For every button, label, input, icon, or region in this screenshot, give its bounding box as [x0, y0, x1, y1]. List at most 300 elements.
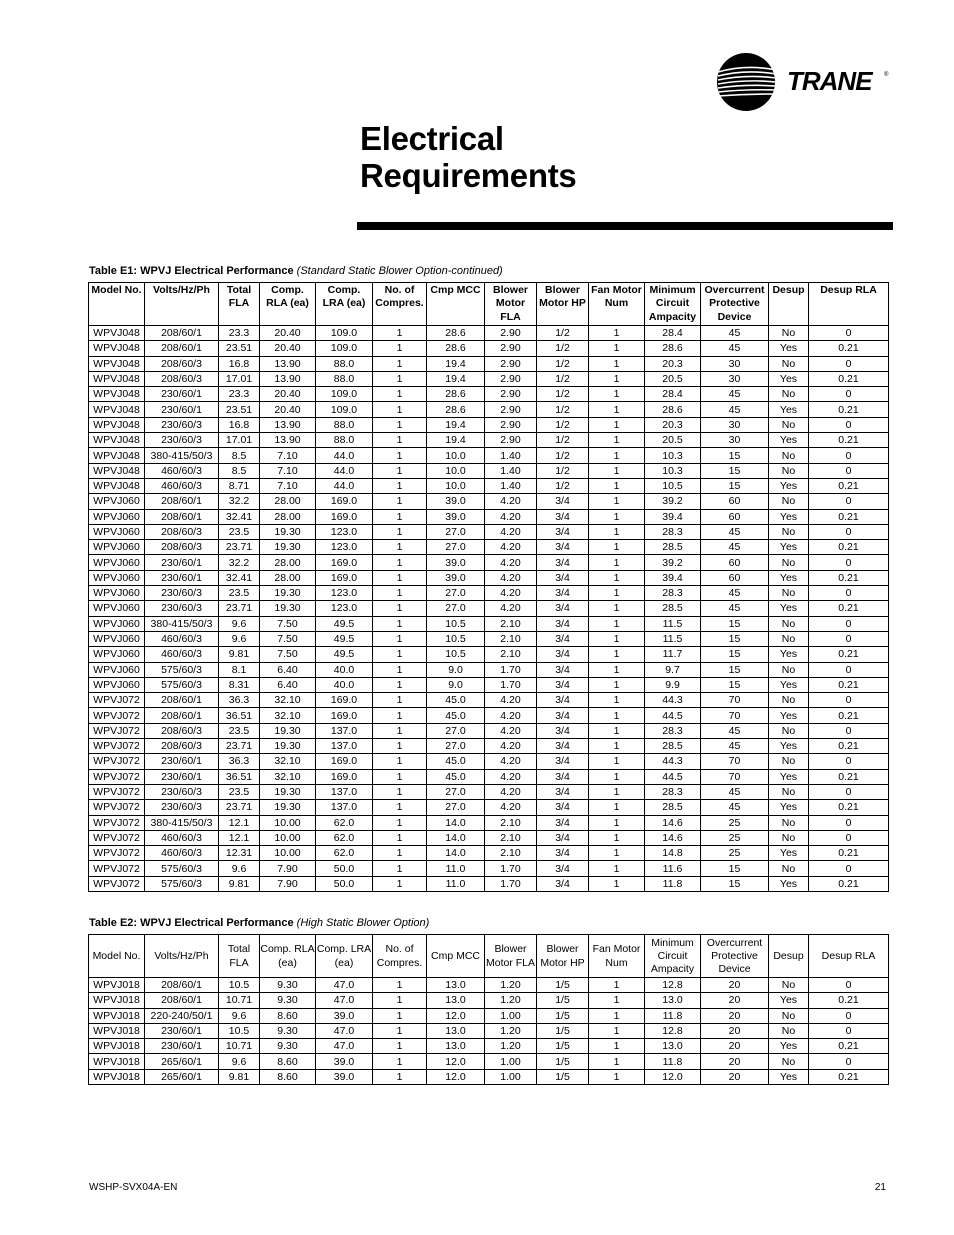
- table-cell: 12.31: [219, 846, 260, 861]
- table-row: [89, 387, 889, 402]
- table-cell: 36.3: [219, 693, 260, 708]
- table-row: [89, 1069, 889, 1084]
- table-cell: WPVJ060: [89, 555, 145, 570]
- table-cell: 1.40: [485, 478, 537, 493]
- table-cell: 50.0: [316, 861, 373, 876]
- table-cell: 39.4: [645, 570, 701, 585]
- column-header: No. of Compres.: [373, 935, 427, 978]
- table-cell: 0.21: [809, 478, 889, 493]
- table-cell: 28.6: [645, 341, 701, 356]
- table-cell: 88.0: [316, 433, 373, 448]
- column-header: Desup: [769, 935, 809, 978]
- table1-caption: Table E1: WPVJ Electrical Performance (Standard Static Blower Option-continued): [89, 265, 503, 277]
- table-cell: 39.0: [316, 1069, 373, 1084]
- table-cell: 45: [701, 341, 769, 356]
- table-cell: 23.71: [219, 540, 260, 555]
- table-cell: 45: [701, 387, 769, 402]
- table-cell: 0: [809, 616, 889, 631]
- table-cell: 10.3: [645, 448, 701, 463]
- table-cell: WPVJ048: [89, 417, 145, 432]
- table-cell: 123.0: [316, 586, 373, 601]
- table-cell: 1.00: [485, 1069, 537, 1084]
- table-cell: 1/2: [537, 402, 589, 417]
- table-cell: 19.4: [427, 356, 485, 371]
- table-cell: 19.30: [260, 540, 316, 555]
- table-cell: 1: [589, 647, 645, 662]
- table-cell: WPVJ018: [89, 1069, 145, 1084]
- table-cell: Yes: [769, 769, 809, 784]
- table-cell: 1: [589, 601, 645, 616]
- table-cell: WPVJ060: [89, 677, 145, 692]
- table-cell: 23.51: [219, 341, 260, 356]
- table-cell: WPVJ072: [89, 708, 145, 723]
- table-cell: 380-415/50/3: [145, 616, 219, 631]
- table-cell: 1.70: [485, 677, 537, 692]
- table-cell: 0: [809, 784, 889, 799]
- table-cell: 20: [701, 1054, 769, 1069]
- table-cell: 4.20: [485, 754, 537, 769]
- table-cell: WPVJ072: [89, 739, 145, 754]
- table-cell: 11.7: [645, 647, 701, 662]
- table-row: [89, 876, 889, 891]
- table-cell: 49.5: [316, 647, 373, 662]
- table-cell: 1: [589, 1069, 645, 1084]
- table-cell: 13.90: [260, 433, 316, 448]
- table-cell: 1.70: [485, 861, 537, 876]
- table-cell: 12.0: [645, 1069, 701, 1084]
- table-cell: 40.0: [316, 677, 373, 692]
- table-cell: 19.4: [427, 371, 485, 386]
- column-header: Model No.: [89, 935, 145, 978]
- table-cell: 0: [809, 448, 889, 463]
- table-cell: 10.71: [219, 1039, 260, 1054]
- table-cell: 1: [373, 800, 427, 815]
- table-cell: 28.00: [260, 509, 316, 524]
- table-cell: 19.30: [260, 739, 316, 754]
- table-cell: 20.40: [260, 326, 316, 341]
- table-cell: 208/60/1: [145, 341, 219, 356]
- table-cell: 1: [373, 876, 427, 891]
- table-cell: 208/60/3: [145, 356, 219, 371]
- table-cell: 1: [589, 448, 645, 463]
- table-cell: 208/60/1: [145, 708, 219, 723]
- column-header: Cmp MCC: [427, 935, 485, 978]
- table-cell: WPVJ048: [89, 448, 145, 463]
- table-cell: 7.50: [260, 647, 316, 662]
- table-cell: 9.7: [645, 662, 701, 677]
- table-cell: 2.90: [485, 341, 537, 356]
- table-cell: WPVJ060: [89, 647, 145, 662]
- table-row: [89, 978, 889, 993]
- table-cell: 27.0: [427, 540, 485, 555]
- table-cell: WPVJ060: [89, 524, 145, 539]
- table-cell: 208/60/3: [145, 739, 219, 754]
- table-cell: 1: [373, 693, 427, 708]
- table-row: [89, 463, 889, 478]
- table-cell: Yes: [769, 402, 809, 417]
- table-cell: 0.21: [809, 341, 889, 356]
- table-cell: 60: [701, 570, 769, 585]
- table-cell: No: [769, 356, 809, 371]
- table-row: [89, 708, 889, 723]
- table-cell: 62.0: [316, 830, 373, 845]
- table-cell: 0.21: [809, 800, 889, 815]
- table-cell: 0: [809, 1023, 889, 1038]
- table-row: [89, 693, 889, 708]
- table-cell: 1: [589, 846, 645, 861]
- table-cell: Yes: [769, 800, 809, 815]
- table-cell: 4.20: [485, 784, 537, 799]
- table-cell: 62.0: [316, 815, 373, 830]
- column-header: Model No.: [89, 283, 145, 326]
- table-cell: 1: [373, 978, 427, 993]
- table-cell: 15: [701, 478, 769, 493]
- table2-caption: Table E2: WPVJ Electrical Performance (High Static Blower Option): [89, 917, 430, 929]
- table-cell: 70: [701, 693, 769, 708]
- table-cell: 1/5: [537, 1069, 589, 1084]
- table-cell: Yes: [769, 478, 809, 493]
- table-cell: 1: [373, 647, 427, 662]
- table-cell: 1: [373, 754, 427, 769]
- table-cell: 4.20: [485, 555, 537, 570]
- table-cell: 39.0: [316, 1008, 373, 1023]
- table-cell: 1: [373, 555, 427, 570]
- table-cell: 19.4: [427, 417, 485, 432]
- table-cell: 3/4: [537, 861, 589, 876]
- table-cell: 169.0: [316, 555, 373, 570]
- column-header: Blower Motor HP: [537, 283, 589, 326]
- table-cell: 3/4: [537, 723, 589, 738]
- table-cell: 15: [701, 677, 769, 692]
- table-cell: WPVJ072: [89, 723, 145, 738]
- table-cell: 39.2: [645, 494, 701, 509]
- table-cell: 0.21: [809, 993, 889, 1008]
- table-cell: 230/60/1: [145, 769, 219, 784]
- table-row: [89, 586, 889, 601]
- table-cell: WPVJ048: [89, 387, 145, 402]
- table-cell: 23.5: [219, 524, 260, 539]
- table-cell: 0.21: [809, 1069, 889, 1084]
- table-cell: 1: [373, 631, 427, 646]
- table-cell: 9.9: [645, 677, 701, 692]
- table-cell: No: [769, 524, 809, 539]
- page-title: Electrical Requirements: [360, 120, 577, 194]
- table-cell: 4.20: [485, 723, 537, 738]
- table-cell: 20: [701, 1023, 769, 1038]
- table-row: [89, 524, 889, 539]
- table-cell: 4.20: [485, 494, 537, 509]
- table-cell: 15: [701, 647, 769, 662]
- table-cell: 0.21: [809, 677, 889, 692]
- table-cell: 45: [701, 739, 769, 754]
- table-cell: 230/60/1: [145, 570, 219, 585]
- table-row: [89, 1039, 889, 1054]
- table-cell: 10.00: [260, 846, 316, 861]
- table-row: [89, 1008, 889, 1023]
- table-cell: 380-415/50/3: [145, 815, 219, 830]
- table-cell: 9.81: [219, 876, 260, 891]
- table-cell: 11.8: [645, 876, 701, 891]
- table-cell: 39.4: [645, 509, 701, 524]
- table-cell: 1: [373, 341, 427, 356]
- table-cell: No: [769, 494, 809, 509]
- table-cell: WPVJ060: [89, 570, 145, 585]
- table-cell: WPVJ048: [89, 326, 145, 341]
- table-cell: 0.21: [809, 371, 889, 386]
- table-cell: 3/4: [537, 494, 589, 509]
- table-cell: 20: [701, 1039, 769, 1054]
- table-row: [89, 993, 889, 1008]
- table-cell: 1: [373, 524, 427, 539]
- table-cell: WPVJ072: [89, 769, 145, 784]
- table-cell: WPVJ048: [89, 371, 145, 386]
- table-cell: 208/60/3: [145, 524, 219, 539]
- table-cell: 27.0: [427, 739, 485, 754]
- table-cell: WPVJ072: [89, 815, 145, 830]
- table-cell: 10.00: [260, 830, 316, 845]
- table-cell: 23.3: [219, 387, 260, 402]
- table-cell: WPVJ048: [89, 356, 145, 371]
- table-cell: 1/2: [537, 356, 589, 371]
- table-cell: 1/5: [537, 1054, 589, 1069]
- table-cell: 0.21: [809, 570, 889, 585]
- table-cell: 9.30: [260, 1023, 316, 1038]
- table-cell: 40.0: [316, 662, 373, 677]
- table-cell: WPVJ072: [89, 754, 145, 769]
- table-cell: 8.60: [260, 1069, 316, 1084]
- table-cell: 1/2: [537, 341, 589, 356]
- table-cell: 3/4: [537, 800, 589, 815]
- table-cell: 1: [589, 739, 645, 754]
- table-cell: 169.0: [316, 769, 373, 784]
- table-cell: WPVJ060: [89, 586, 145, 601]
- table-cell: 1/5: [537, 1023, 589, 1038]
- table-cell: 4.20: [485, 693, 537, 708]
- table-cell: 1: [373, 861, 427, 876]
- table-cell: 88.0: [316, 371, 373, 386]
- table-cell: 20.40: [260, 402, 316, 417]
- table-cell: 3/4: [537, 586, 589, 601]
- column-header: Comp. RLA (ea): [260, 935, 316, 978]
- table-cell: 460/60/3: [145, 647, 219, 662]
- table-cell: 4.20: [485, 524, 537, 539]
- table-cell: 49.5: [316, 631, 373, 646]
- table-cell: 23.5: [219, 723, 260, 738]
- column-header: Blower Motor FLA: [485, 283, 537, 326]
- table-cell: 1: [373, 815, 427, 830]
- table-cell: 169.0: [316, 693, 373, 708]
- table-cell: 45: [701, 402, 769, 417]
- table-cell: 12.1: [219, 815, 260, 830]
- table-cell: 9.81: [219, 647, 260, 662]
- table-cell: 109.0: [316, 341, 373, 356]
- table-cell: No: [769, 830, 809, 845]
- table-cell: 1: [589, 830, 645, 845]
- table-cell: 0.21: [809, 647, 889, 662]
- table-cell: WPVJ060: [89, 662, 145, 677]
- table-cell: 11.5: [645, 631, 701, 646]
- column-header: Minimum Circuit Ampacity: [645, 935, 701, 978]
- table-cell: 3/4: [537, 754, 589, 769]
- table-row: [89, 631, 889, 646]
- table-cell: 1: [589, 723, 645, 738]
- table-cell: Yes: [769, 371, 809, 386]
- table-cell: 45: [701, 540, 769, 555]
- table-cell: 15: [701, 631, 769, 646]
- table-cell: 28.3: [645, 524, 701, 539]
- table-cell: 1: [589, 978, 645, 993]
- table-cell: 2.10: [485, 846, 537, 861]
- table-cell: 0: [809, 662, 889, 677]
- table-cell: 1: [373, 1039, 427, 1054]
- table-row: [89, 647, 889, 662]
- table-cell: 3/4: [537, 662, 589, 677]
- table-cell: 12.0: [427, 1069, 485, 1084]
- table-cell: 10.5: [219, 1023, 260, 1038]
- table-cell: 10.71: [219, 993, 260, 1008]
- table-cell: 169.0: [316, 570, 373, 585]
- table-cell: 20.40: [260, 341, 316, 356]
- table-cell: 208/60/3: [145, 371, 219, 386]
- table-cell: 230/60/3: [145, 601, 219, 616]
- table-cell: 208/60/3: [145, 723, 219, 738]
- column-header: Minimum Circuit Ampacity: [645, 283, 701, 326]
- table-cell: 1.40: [485, 463, 537, 478]
- table-cell: 0.21: [809, 876, 889, 891]
- table-cell: 16.8: [219, 356, 260, 371]
- column-header: Volts/Hz/Ph: [145, 935, 219, 978]
- table-row: [89, 601, 889, 616]
- table-cell: 1/2: [537, 433, 589, 448]
- table-cell: 3/4: [537, 708, 589, 723]
- table-cell: No: [769, 723, 809, 738]
- table-cell: 1: [589, 356, 645, 371]
- table-cell: 36.3: [219, 754, 260, 769]
- table-cell: 39.0: [427, 494, 485, 509]
- table-cell: 123.0: [316, 540, 373, 555]
- table-cell: 0: [809, 978, 889, 993]
- table-cell: 1.00: [485, 1008, 537, 1023]
- column-header: Total FLA: [219, 935, 260, 978]
- table-cell: 3/4: [537, 846, 589, 861]
- table-cell: 575/60/3: [145, 876, 219, 891]
- table-cell: 7.50: [260, 631, 316, 646]
- table-cell: 208/60/1: [145, 494, 219, 509]
- table-cell: 0: [809, 494, 889, 509]
- column-header: Cmp MCC: [427, 283, 485, 326]
- table-cell: 7.10: [260, 463, 316, 478]
- table-cell: 27.0: [427, 723, 485, 738]
- table-cell: 0.21: [809, 402, 889, 417]
- table-cell: Yes: [769, 509, 809, 524]
- table-cell: 11.5: [645, 616, 701, 631]
- table-cell: 6.40: [260, 662, 316, 677]
- table-cell: 39.0: [427, 509, 485, 524]
- table-cell: No: [769, 1023, 809, 1038]
- table-cell: 28.5: [645, 739, 701, 754]
- table-cell: 16.8: [219, 417, 260, 432]
- table-cell: 45.0: [427, 693, 485, 708]
- table-cell: 7.90: [260, 876, 316, 891]
- table-cell: 1: [589, 693, 645, 708]
- table-cell: 123.0: [316, 524, 373, 539]
- brand-name: TRANE: [787, 66, 872, 96]
- table-cell: 30: [701, 417, 769, 432]
- table-cell: WPVJ072: [89, 830, 145, 845]
- table-cell: WPVJ018: [89, 978, 145, 993]
- table-cell: 32.41: [219, 570, 260, 585]
- table-cell: 1: [373, 387, 427, 402]
- table-row: [89, 356, 889, 371]
- table-cell: 88.0: [316, 417, 373, 432]
- table-cell: 1: [589, 1054, 645, 1069]
- table-cell: WPVJ048: [89, 463, 145, 478]
- table-cell: 44.5: [645, 708, 701, 723]
- table-cell: 9.0: [427, 662, 485, 677]
- table-cell: No: [769, 417, 809, 432]
- table-cell: 1: [373, 586, 427, 601]
- table-cell: 1/5: [537, 1008, 589, 1023]
- table-cell: Yes: [769, 708, 809, 723]
- table-cell: 230/60/1: [145, 555, 219, 570]
- table-cell: Yes: [769, 647, 809, 662]
- table-cell: Yes: [769, 993, 809, 1008]
- table-cell: 3/4: [537, 555, 589, 570]
- table-row: [89, 739, 889, 754]
- table-cell: 3/4: [537, 739, 589, 754]
- table-cell: 1: [589, 708, 645, 723]
- table-cell: 19.30: [260, 524, 316, 539]
- table-cell: 3/4: [537, 601, 589, 616]
- table-cell: 11.6: [645, 861, 701, 876]
- table-cell: 14.0: [427, 830, 485, 845]
- table-cell: 15: [701, 616, 769, 631]
- table-cell: 1: [589, 784, 645, 799]
- table-cell: 9.6: [219, 1054, 260, 1069]
- table-cell: WPVJ048: [89, 341, 145, 356]
- table-cell: Yes: [769, 433, 809, 448]
- table-cell: 32.10: [260, 769, 316, 784]
- table-cell: 9.6: [219, 616, 260, 631]
- table-cell: 1/2: [537, 371, 589, 386]
- table-cell: 7.10: [260, 478, 316, 493]
- table-cell: 0: [809, 463, 889, 478]
- table-cell: 1: [589, 540, 645, 555]
- table-cell: 28.6: [427, 387, 485, 402]
- table-cell: Yes: [769, 1069, 809, 1084]
- table-cell: 6.40: [260, 677, 316, 692]
- table-cell: 8.60: [260, 1054, 316, 1069]
- table-cell: 137.0: [316, 739, 373, 754]
- table-cell: 3/4: [537, 876, 589, 891]
- table-cell: 4.20: [485, 601, 537, 616]
- column-header: Desup: [769, 283, 809, 326]
- table-cell: 32.2: [219, 555, 260, 570]
- table-cell: 20.5: [645, 371, 701, 386]
- table-cell: 169.0: [316, 509, 373, 524]
- table-cell: No: [769, 978, 809, 993]
- table-cell: 14.6: [645, 830, 701, 845]
- table-cell: 1: [589, 494, 645, 509]
- table-cell: 13.0: [427, 978, 485, 993]
- table-cell: 1: [373, 662, 427, 677]
- table-cell: 0: [809, 693, 889, 708]
- table-cell: WPVJ072: [89, 876, 145, 891]
- table-row: [89, 723, 889, 738]
- column-header: Comp. LRA (ea): [316, 283, 373, 326]
- table-cell: 230/60/1: [145, 1039, 219, 1054]
- table-cell: 380-415/50/3: [145, 448, 219, 463]
